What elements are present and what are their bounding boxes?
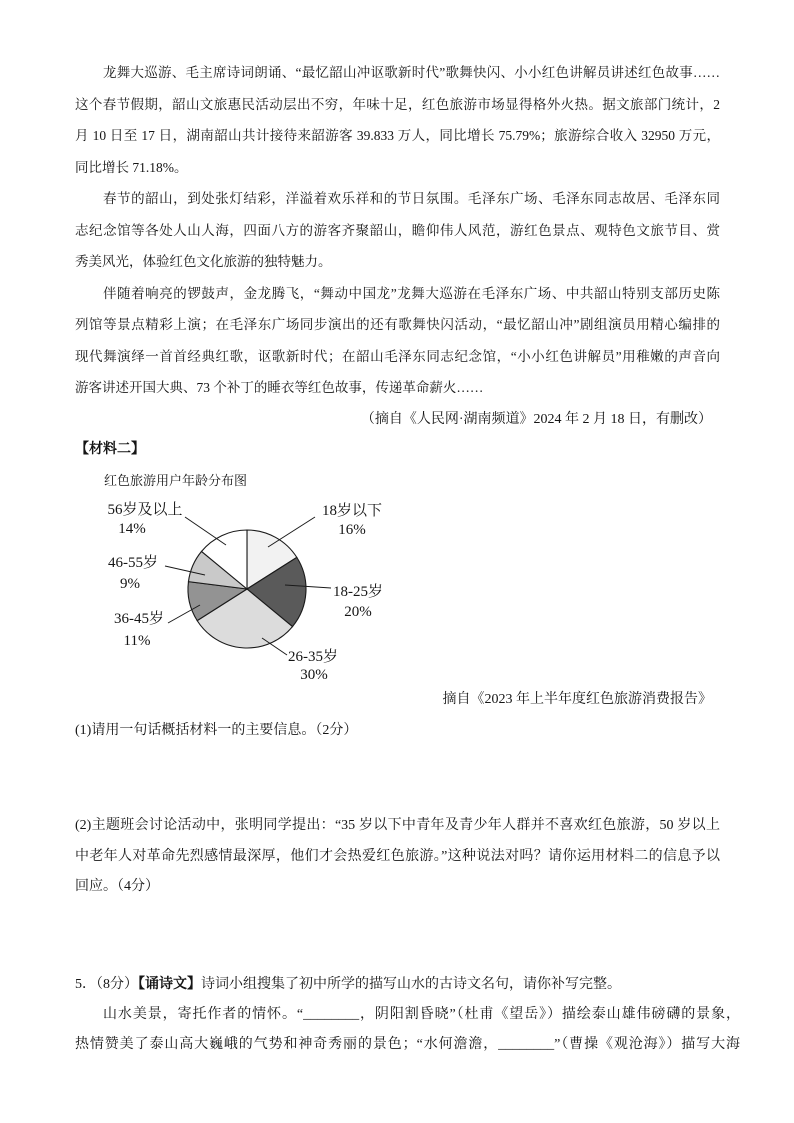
question-1: (1)请用一句话概括材料一的主要信息。（2分） — [75, 723, 358, 738]
question-2 — [75, 811, 720, 903]
chart-title: 红色旅游用户年龄分布图 — [104, 473, 248, 488]
material-two-source: 摘自《2023 年上半年度红色旅游消费报告》 — [442, 692, 712, 707]
text-line: 秀美风光，体验红色文化旅游的独特魅力。 — [75, 254, 332, 269]
text-line: 伴随着响亮的锣鼓声，金龙腾飞，“舞动中国龙”龙舞大巡游在毛泽东广场、中共韶山特别支部历史陈 — [103, 285, 720, 301]
material-one-source: （摘自《人民网·湖南频道》2024 年 2 月 18 日，有删改） — [360, 411, 712, 427]
text-line: 龙舞大巡游、毛主席诗词朗诵、“最忆韶山冲讴歌新时代”歌舞快闪、小小红色讲解员讲述红色故事…… — [103, 65, 720, 80]
pie-label-26-35: 26-35岁 — [288, 649, 338, 665]
pie-value-56-plus: 14% — [118, 521, 146, 537]
leader-line-under-18 — [268, 517, 315, 547]
paragraph-1 — [75, 57, 720, 183]
paragraph-3 — [75, 278, 720, 404]
text-line: 热情赞美了泰山高大巍峨的气势和神奇秀丽的景色；“水何澹澹，________”（曹操《观沧海》）描写大海 — [75, 1037, 740, 1052]
pie-label-56-plus: 56岁及以上 — [107, 502, 183, 518]
pie-label-36-45: 36-45岁 — [114, 611, 164, 627]
question-number: 5．（8分） — [75, 977, 138, 992]
pie-value-18-25: 20% — [344, 604, 372, 620]
question-5-header — [75, 970, 740, 1000]
text-line: 月 10 日至 17 日，湖南韶山共计接待来韶游客 39.833 万人，同比增长 75.79%；旅游综合收入 32950 万元， — [75, 128, 720, 143]
text-line: 中老年人对革命先烈感情最深厚，他们才会热爱红色旅游。”这种说法对吗？请你运用材料二的信息予以 — [75, 848, 720, 864]
text-line: 同比增长 71.18%。 — [75, 159, 188, 175]
pie-value-under-18: 16% — [338, 522, 366, 538]
text-line: 回应。（4分） — [75, 879, 159, 894]
text-line: (2)主题班会讨论活动中，张明同学提出：“35 岁以下中青年及青少年人群并不喜欢红色旅游，50 岁以上 — [75, 818, 720, 833]
pie-value-46-55: 9% — [120, 576, 140, 592]
text-line: 志纪念馆等各处人山人海，四面八方的游客齐聚韶山，瞻仰伟人风范，游红色景点、观特色文旅节目、赏 — [75, 222, 720, 238]
paragraph-2 — [75, 183, 720, 278]
text-line: 这个春节假期，韶山文旅惠民活动层出不穷，年味十足，红色旅游市场显得格外火热。据文旅部门统计，2 — [75, 96, 720, 112]
material-two-heading: 【材料二】 — [75, 442, 145, 457]
text-line: 游客讲述开国大典、73 个补丁的睡衣等红色故事，传递革命薪火…… — [75, 380, 484, 395]
text-line: 现代舞演绎一首首经典红歌，讴歌新时代；在韶山毛泽东同志纪念馆，“小小红色讲解员”用稚嫩的声音向 — [75, 348, 720, 364]
question-tag: 【诵诗文】 — [138, 977, 201, 992]
text-line: 列馆等景点精彩上演；在毛泽东广场同步演出的还有歌舞快闪活动，“最忆韶山冲”剧组演员用精心编排的 — [75, 317, 720, 332]
pie-label-18-25: 18-25岁 — [333, 584, 383, 600]
question-prompt: 诗词小组搜集了初中所学的描写山水的古诗文名句，请你补写完整。 — [201, 977, 621, 992]
question-5 — [75, 970, 740, 1060]
leader-line-56-plus — [185, 517, 226, 545]
pie-value-26-35: 30% — [300, 667, 328, 683]
pie-label-46-55: 46-55岁 — [108, 555, 158, 571]
text-line: 春节的韶山，到处张灯结彩，洋溢着欢乐祥和的节日氛围。毛泽东广场、毛泽东同志故居、毛泽东同 — [103, 191, 720, 206]
pie-value-36-45: 11% — [123, 633, 151, 649]
text-line: 山水美景，寄托作者的情怀。“________，阴阳割昏晓”（杜甫《望岳》）描绘泰山雄伟磅礴的景象， — [103, 1007, 740, 1022]
pie-label-under-18: 18岁以下 — [321, 503, 383, 519]
material-one — [75, 57, 720, 435]
pie-chart — [75, 495, 415, 695]
